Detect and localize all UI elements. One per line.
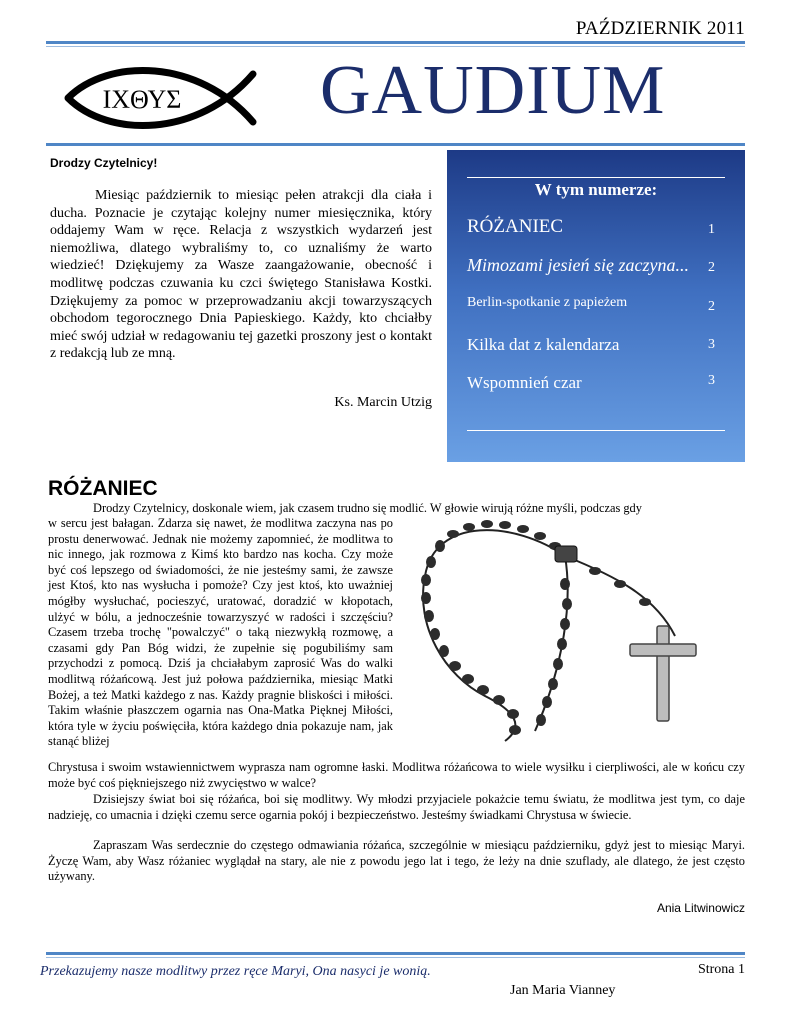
toc-rule-bottom	[467, 430, 725, 431]
article-paragraph-3	[48, 838, 745, 885]
article-paragraph-1-wrapped: w sercu jest bałagan. Zdarza się nawet, że modlitwa zaczyna nas po prostu denerwować. Jednak nie możemy zapomnieć, że modlitwa to nic innego, jak rozmowa z Kimś kto bardzo nas kocha. Czy może być coś lepszego od świadomości, że nie jesteśmy sami, że zawsze jest Ktoś, kto nas wysłucha i pomoże? Czy jest ktoś, kto uważniej mógłby wysłuchać, pocieszyć, uratować, doradzić w kłopotach, ulżyć w bólu, a jednocześnie towarzyszyć w radości i szczęściu? Czasem trzeba trochę "powalczyć" o taką niezwykłą rozmowę, a czasami gdy Pan Bóg widzi, że zupełnie się pogubiliśmy sam przychodzi z pomocą. Dziś ja chciałabym zaprosić Was do walki modlitwą różańcową. Jest już połowa października, miesiąc Matki Bożej, a też Matki każdego z nas. Każdy pragnie bliskości i miłości. Takim właśnie płaszczem ogarnia nas Ona-Matka Pięknej Miłości, która tyle w życiu poświęciła, która każdego dnia pokazuje nam, jak stanąć bliżej	[48, 516, 393, 749]
toc-item-label[interactable]: Kilka dat z kalendarza	[467, 335, 620, 354]
header-rule-bottom	[46, 143, 745, 146]
rosary-medal	[555, 546, 577, 562]
rosary-image	[405, 516, 745, 761]
toc-item-page: 3	[708, 337, 715, 352]
toc-item-page: 2	[708, 260, 715, 275]
toc-heading: W tym numerze:	[534, 180, 658, 199]
footer-quote: Przekazujemy nasze modlitwy przez ręce Maryi, Ona nasyci je wonią.	[40, 964, 431, 979]
masthead-title: GAUDIUM	[320, 52, 666, 129]
toc-item-label[interactable]: Wspomnień czar	[467, 373, 582, 392]
page-number: Strona 1	[697, 962, 745, 977]
header-rule-top-thin	[46, 46, 745, 47]
footer-rule	[46, 952, 745, 955]
article-paragraph-2	[48, 792, 745, 823]
issue-date: PAŹDZIERNIK 2011	[575, 18, 745, 39]
header-rule-top	[46, 41, 745, 44]
toc-item-label[interactable]: RÓŻANIEC	[467, 216, 564, 237]
toc-box	[447, 150, 745, 462]
article-paragraph-1-first-line	[48, 501, 745, 517]
article-text: Dzisiejszy świat boi się różańca, boi się modlitwy. Wy młodzi przyjaciele pokażcie temu światu, że modlitwa jest tym, co daje nadzieję, co umacnia i dzięki czemu serce ogarnia pokój i bezpieczeństwo. Jesteśmy świadkami Chrystusa w świecie.	[48, 792, 745, 822]
intro-paragraph: Miesiąc październik to miesiąc pełen atrakcji dla ciała i ducha. Poznacie je czytając kolejny numer miesięcznika, który oddajemy Wam w ręce. Relacja z wszystkich wydarzeń jest niemożliwa, dlatego wybraliśmy to, co uznaliśmy że warto wiedzieć! Dziękujemy za Wasze zaangażowanie, obecność i modlitwę podczas czuwania ku czci świętego Stanisława Kostki. Dziękujemy za pomoc w przeprowadzaniu akcji towarzyszących obchodom tegorocznego Dnia Papieskiego. Każdy, kto chciałby mieć swój udział w redagowaniu tej gazetki proszony jest o kontakt z redakcją lub ze mną.	[50, 188, 432, 362]
footer-rule-thin	[46, 957, 745, 958]
article-title: RÓŻANIEC	[48, 477, 158, 500]
article-author: Ania Litwinowicz	[656, 901, 745, 915]
toc-item-page: 1	[708, 222, 715, 237]
intro-heading: Drodzy Czytelnicy!	[50, 156, 158, 170]
toc-item-page: 2	[708, 299, 715, 314]
toc-item-label[interactable]: Mimozami jesień się zaczyna...	[467, 255, 689, 275]
footer-quote-author: Jan Maria Vianney	[510, 983, 616, 998]
toc-rule-top	[467, 177, 725, 178]
article-text: Zapraszam Was serdecznie do częstego odmawiania różańca, szczególnie w miesiącu październiku, gdyż jest to miesiąc Maryi. Życzę Wam, aby Wasz różaniec wyglądał na stary, ale nie z powodu jego lat i tego, że leży na dnie szuflady, ale dlatego, że jest często używany.	[48, 838, 745, 884]
article-text: Drodzy Czytelnicy, doskonale wiem, jak czasem trudno się modlić. W głowie wirują różne myśli, podczas gdy	[93, 501, 642, 515]
toc-item-label[interactable]: Berlin-spotkanie z papieżem	[467, 295, 628, 310]
ichthys-fish-logo	[48, 52, 288, 144]
ichthys-text: ΙΧΘΥΣ	[102, 85, 182, 114]
article-paragraph-1-end: Chrystusa i swoim wstawiennictwem wyprasza nam ogromne łaski. Modlitwa różańcowa to wiele wysiłku i cierpliwości, ale w końcu czy może być coś piękniejszego niż zwycięstwo w walce?	[48, 760, 745, 790]
intro-signature: Ks. Marcin Utzig	[334, 395, 432, 410]
toc-item-page: 3	[708, 373, 715, 388]
cross-icon	[630, 626, 696, 721]
intro-text	[50, 187, 432, 363]
